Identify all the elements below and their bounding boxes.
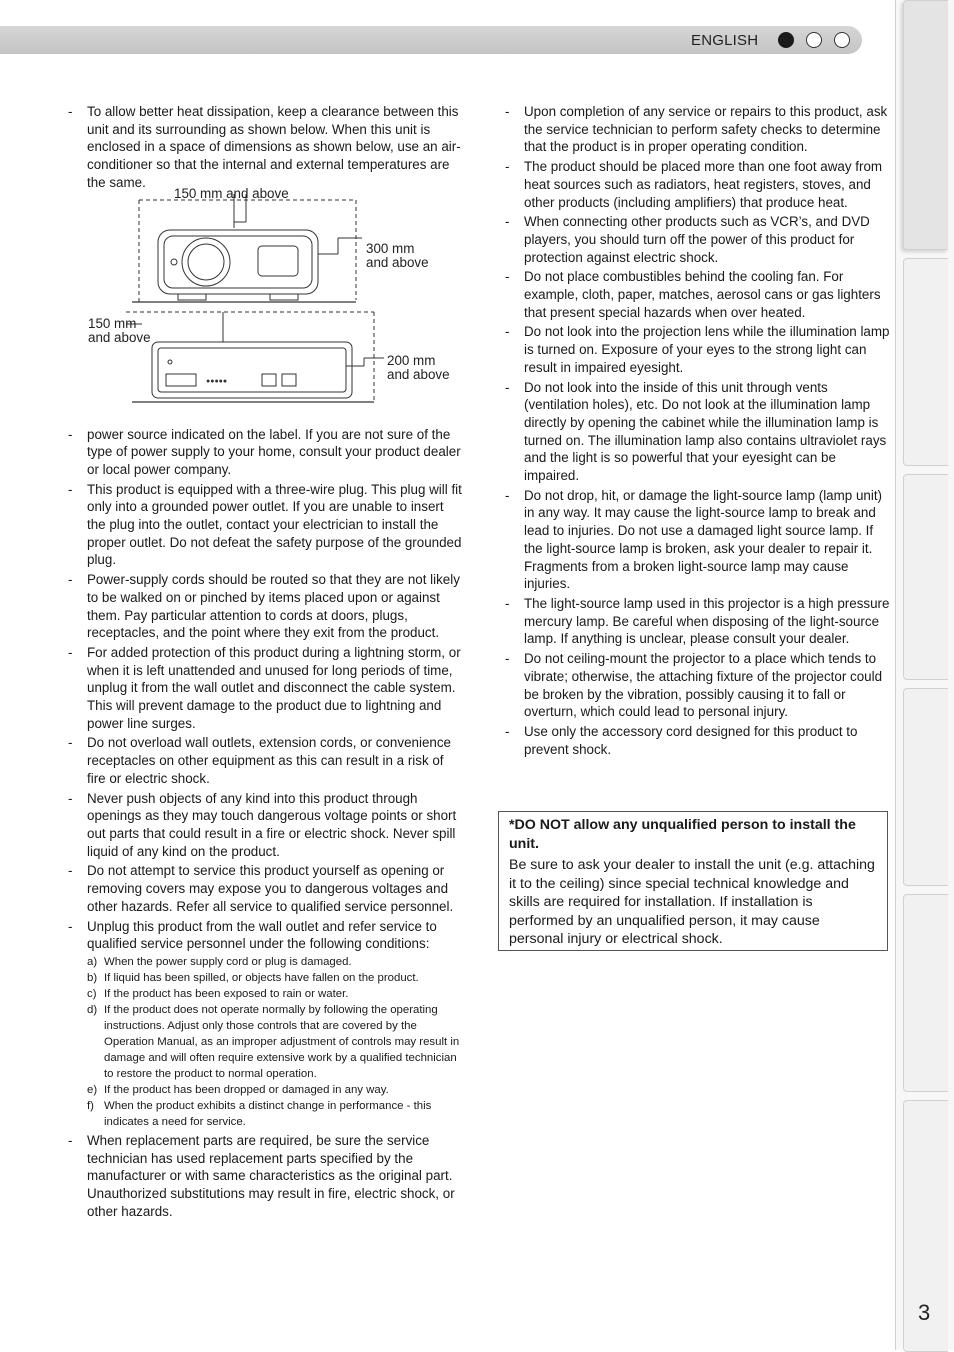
list-item-text: Upon completion of any service or repairs to this product, ask the service technician to perform safety checks to determine that the product is in proper operating condition. xyxy=(524,104,888,155)
list-item-text: Do not attempt to service this product yourself as opening or removing covers may expose you to dangerous voltages and other hazards. Refer all service to qualified service personnel. xyxy=(87,863,454,914)
svg-text:●●●●●: ●●●●● xyxy=(206,377,228,385)
list-item: - Power-supply cords should be routed so that they are not likely to be walked on or pinched by items placed upon or against them. Pay particular attention to cords at doors, plugs, receptacles, and the point where they exit from the product. xyxy=(68,572,460,641)
condition-text: When the product exhibits a distinct change in performance - this indicates a need for service. xyxy=(104,1099,432,1128)
list-item-text: power source indicated on the label. If you are not sure of the type of power supply to your home, consult your product dealer or local power company. xyxy=(87,426,461,477)
list-item-text: Unplug this product from the wall outlet and refer service to qualified service personnel under the following conditions: xyxy=(87,918,437,952)
list-item-text: Do not overload wall outlets, extension cords, or convenience receptacles on other equipment as this can result in a risk of fire or electric shock. xyxy=(87,735,451,786)
list-item-text: When connecting other products such as VCR’s, and DVD players, you should turn off the power of this product for protection against electric shock. xyxy=(524,214,870,265)
side-tab[interactable] xyxy=(903,688,948,886)
list-item-text: The light-source lamp used in this projector is a high pressure mercury lamp. Be careful when disposing of the light-source lamp. If anything is unclear, please consult your dealer. xyxy=(524,595,890,647)
page-number: 3 xyxy=(918,1300,931,1325)
list-item-text: Do not drop, hit, or damage the light-source lamp (lamp unit) in any way. It may cause the light-source lamp to break and lead to injuries. Do not use a damaged light source lamp. If the light-source lamp is broken, ask your dealer to repair it. Fragments from a broken light-source lamp may cause injuries. xyxy=(524,487,883,592)
side-tab-active[interactable] xyxy=(903,0,948,250)
list-item: - Upon completion of any service or repairs to this product, ask the service technician to perform safety checks to determine that the product is in proper operating condition. xyxy=(505,104,888,155)
list-item: - The product should be placed more than one foot away from heat sources such as radiators, heat registers, stoves, and other products (including amplifiers) that produce heat. xyxy=(505,159,883,210)
list-item-text: Do not look into the inside of this unit through vents (ventilation holes), etc. Do not look at the illumination lamp directly by opening the cabinet while the illumination lamp is turned on. The illumination lamp also contains ultraviolet rays and the light is so powerful that your eyesight can be impaired. xyxy=(524,379,887,484)
list-item: - This product is equipped with a three-wire plug. This plug will fit only into a grounded power outlet. If you are unable to insert the plug into the outlet, contact your electrician to install the proper outlet. Do not defeat the safety purpose of the grounded plug. xyxy=(68,481,462,568)
clearance-left-label-line2: and above xyxy=(88,329,151,345)
list-item-text: Use only the accessory cord designed for this product to prevent shock. xyxy=(524,723,858,757)
section-indicator-filled-icon xyxy=(778,32,794,48)
language-label: ENGLISH xyxy=(691,32,759,49)
list-item: - Never push objects of any kind into this product through openings as they may touch dangerous voltage points or short out parts that could result in a fire or electric shock. Never spill liquid of any kind on the product. xyxy=(68,790,457,859)
clearance-rear-label-line1: 200 mm xyxy=(387,352,436,368)
condition-text: If liquid has been spilled, or objects have fallen on the product. xyxy=(104,971,419,984)
installation-notice-box xyxy=(498,811,888,951)
condition-text: If the product has been exposed to rain or water. xyxy=(104,987,349,1000)
section-indicator-empty-icon xyxy=(806,32,822,48)
clearance-top-label: 150 mm and above xyxy=(174,185,289,201)
condition-label: b) xyxy=(87,971,98,984)
side-tab[interactable] xyxy=(903,474,948,680)
list-item-text: Do not place combustibles behind the cooling fan. For example, cloth, paper, matches, aerosol cans or gas lighters that present special hazards when over heated. xyxy=(524,269,881,320)
condition-text: When the power supply cord or plug is damaged. xyxy=(104,955,352,968)
list-item-text: The product should be placed more than one foot away from heat sources such as radiators, heat registers, stoves, and other products (including amplifiers) that produce heat. xyxy=(524,159,883,210)
list-item: - Do not place combustibles behind the cooling fan. For example, cloth, paper, matches, aerosol cans or gas lighters that present special hazards when over heated. xyxy=(505,269,881,320)
condition-item xyxy=(66,1002,462,1082)
condition-text: If the product does not operate normally by following the operating instructions. Adjust only those controls that are covered by the Operation Manual, as an improper adjustment of controls may result in damage and will often require extensive work by a qualified technician to restore the product to normal operation. xyxy=(104,1003,460,1080)
side-tab[interactable] xyxy=(903,894,948,1092)
list-item: - Use only the accessory cord designed for this product to prevent shock. xyxy=(505,723,858,757)
list-item: - Unplug this product from the wall outlet and refer service to qualified service personnel under the following conditions: xyxy=(68,918,437,952)
list-item-text: Never push objects of any kind into this product through openings as they may touch dangerous voltage points or short out parts that could result in a fire or electric shock. Never spill liquid of any kind on the product. xyxy=(87,790,457,859)
section-indicator-empty-icon xyxy=(834,32,850,48)
clearance-right-label-line1: 300 mm xyxy=(366,240,415,256)
list-item-text: This product is equipped with a three-wire plug. This plug will fit only into a grounded power outlet. If you are unable to insert the plug into the outlet, contact your electrician to install the proper outlet. Do not defeat the safety purpose of the grounded plug. xyxy=(87,481,462,568)
clearance-intro-text: To allow better heat dissipation, keep a clearance between this unit and its surrounding as shown below. When this unit is enclosed in a space of dimensions as shown below, use an air-conditioner so that the internal and external temperatures are the same. xyxy=(87,104,461,190)
condition-item xyxy=(66,970,462,986)
list-item-text: Power-supply cords should be routed so that they are not likely to be walked on or pinched by items placed upon or against them. Pay particular attention to cords at doors, plugs, receptacles, and the point where they exit from the product. xyxy=(87,572,460,641)
condition-item xyxy=(66,954,462,970)
notice-body: Be sure to ask your dealer to install the unit (e.g. attaching it to the ceiling) since special technical knowledge and skills are required for installation. If installation is performed by an unqualified person, it may cause personal injury or electrical shock. xyxy=(509,857,875,948)
condition-item xyxy=(66,1098,462,1130)
list-item: - Do not look into the inside of this unit through vents (ventilation holes), etc. Do not look at the illumination lamp directly by opening the cabinet while the illumination lamp is turned on. The illumination lamp also contains ultraviolet rays and the light is so powerful that your eyesight can be impaired. xyxy=(505,379,887,484)
clearance-diagram xyxy=(66,185,462,422)
list-item: - Do not attempt to service this product yourself as opening or removing covers may expose you to dangerous voltages and other hazards. Refer all service to qualified service personnel. xyxy=(68,863,454,914)
list-item-text: For added protection of this product during a lightning storm, or when it is left unattended and unused for long periods of time, unplug it from the wall outlet and disconnect the cable system. This will prevent damage to the product due to lightning and power line surges. xyxy=(87,644,461,731)
left-column xyxy=(66,103,462,1222)
list-item: - power source indicated on the label. If you are not sure of the type of power supply to your home, consult your product dealer or local power company. xyxy=(68,426,461,477)
condition-item xyxy=(66,1082,462,1098)
list-item: - When connecting other products such as VCR’s, and DVD players, you should turn off the power of this product for protection against electric shock. xyxy=(505,214,870,265)
list-item: - Do not overload wall outlets, extension cords, or convenience receptacles on other equipment as this can result in a risk of fire or electric shock. xyxy=(68,735,451,786)
list-item: - When replacement parts are required, be sure the service technician has used replacement parts specified by the manufacturer or with same characteristics as the original part. Unauthorized substitutions may result in fire, electric shock, or other hazards. xyxy=(68,1132,455,1219)
list-item: - For added protection of this product during a lightning storm, or when it is left unattended and unused for long periods of time, unplug it from the wall outlet and disconnect the cable system. This will prevent damage to the product due to lightning and power line surges. xyxy=(68,644,461,731)
clearance-rear-label-line2: and above xyxy=(387,366,450,382)
list-item: - Do not drop, hit, or damage the light-source lamp (lamp unit) in any way. It may cause the light-source lamp to break and lead to injuries. Do not use a damaged light source lamp. If the light-source lamp is broken, ask your dealer to repair it. Fragments from a broken light-source lamp may cause injuries. xyxy=(505,487,883,592)
side-tab[interactable] xyxy=(903,258,948,466)
condition-text: If the product has been dropped or damaged in any way. xyxy=(104,1083,389,1096)
notice-title: *DO NOT allow any unqualified person to install the unit. xyxy=(509,817,856,852)
list-item-text: When replacement parts are required, be sure the service technician has used replacement parts specified by the manufacturer or with same characteristics as the original part. Unauthorized substitutions may result in fire, electric shock, or other hazards. xyxy=(87,1132,455,1219)
condition-label: e) xyxy=(87,1083,98,1096)
condition-label: d) xyxy=(87,1003,98,1016)
clearance-left-label-line1: 150 mm xyxy=(88,315,137,331)
condition-label: f) xyxy=(87,1099,94,1112)
condition-label: a) xyxy=(87,955,98,968)
list-item: - The light-source lamp used in this projector is a high pressure mercury lamp. Be careful when disposing of the light-source lamp. If anything is unclear, please consult your dealer. xyxy=(505,595,890,647)
list-item-text: Do not look into the projection lens while the illumination lamp is turned on. Exposure of your eyes to the strong light can result in impaired eyesight. xyxy=(524,324,890,375)
clearance-right-label-line2: and above xyxy=(366,254,429,270)
list-item-text: Do not ceiling-mount the projector to a place which tends to vibrate; otherwise, the attaching fixture of the projector could be broken by the vibration, possibly causing it to fall or overturn, which could lead to personal injury. xyxy=(524,651,883,720)
list-item: - To allow better heat dissipation, keep a clearance between this unit and its surrounding as shown below. When this unit is enclosed in a space of dimensions as shown below, use an air-conditioner so that the internal and external temperatures are the same. xyxy=(68,104,461,190)
clearance-diagram-drawing xyxy=(66,194,462,422)
condition-item xyxy=(66,986,462,1002)
condition-label: c) xyxy=(87,987,97,1000)
list-item: - Do not look into the projection lens while the illumination lamp is turned on. Exposure of your eyes to the strong light can result in impaired eyesight. xyxy=(505,324,890,375)
list-item: - Do not ceiling-mount the projector to a place which tends to vibrate; otherwise, the attaching fixture of the projector could be broken by the vibration, possibly causing it to fall or overturn, which could lead to personal injury. xyxy=(505,651,883,720)
right-column xyxy=(503,103,893,760)
